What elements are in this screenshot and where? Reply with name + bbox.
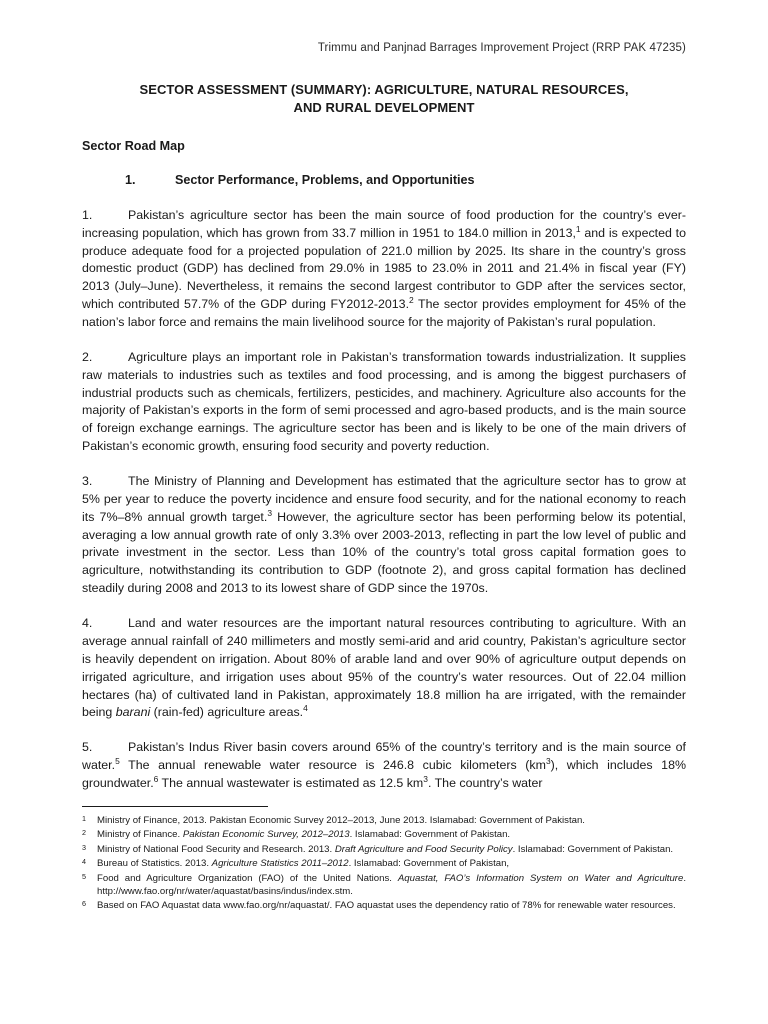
- footnotes-section: [82, 806, 686, 915]
- document-title: [82, 81, 686, 117]
- footnote-item: [82, 858, 686, 871]
- footnote-text: Based on FAO Aquastat data www.fao.org/nr/aquastat/. FAO aquastat uses the dependency ratio of 78% for renewable water resources.: [97, 900, 676, 912]
- section-heading-sector-road-map: Sector Road Map: [82, 138, 185, 153]
- footnote-ref-2[interactable]: 2: [409, 295, 414, 306]
- paragraph-text: Pakistan’s agriculture sector has been the main source of food production for the country’s ever-increasing population, which has grown from 33.7 million in 1951 to 184.0 million in 2013,: [82, 207, 686, 240]
- footnote-italic-title: Draft Agriculture and Food Security Policy: [334, 843, 513, 855]
- footnote-italic-title: Pakistan Economic Survey, 2012–2013: [182, 829, 350, 841]
- paragraph-text: Land and water resources are the important natural resources contributing to agriculture. With an average annual rainfall of 240 millimeters and mostly semi-arid and arid country, Pakistan’s agriculture sector is heavily dependent on irrigation. About 80% of arable land and over 90% of agriculture output depends on irrigated agriculture, and irrigation uses about 95% of the country’s water resources. Out of 22.04 million hectares (ha) of cultivated land in Pakistan, approximately 18.8 million ha are irrigated, with the remainder being: [82, 616, 686, 720]
- footnote-text: Food and Agriculture Organization (FAO) of the United Nations.: [97, 872, 398, 884]
- footnote-italic-title: Aquastat, FAO’s Information System on Water and Agriculture: [397, 872, 684, 884]
- paragraph-text: and is expected to produce adequate food for a projected population of 221.0 million by 2025. Its share in the country’s gross domestic product (GDP) has declined from 29.0% in 1985 to 23.0% in 2011 and 21.4% in fiscal year (FY) 2013 (July–June). Nevertheless, it remains the second largest contributor to GDP after the services sector, which contributed 57.7% of the GDP during FY2012-2013.: [82, 225, 686, 312]
- paragraph-text: (rain-fed) agriculture areas.: [150, 705, 304, 720]
- footnote-ref-4[interactable]: 4: [303, 703, 308, 714]
- subsection-title: Sector Performance, Problems, and Opportunities: [175, 172, 475, 187]
- subsection-heading: [82, 173, 686, 187]
- paragraph-italic-term: barani: [115, 705, 151, 720]
- unit-exponent: 3: [423, 773, 428, 784]
- footnote-number: 2: [82, 828, 86, 838]
- paragraph-number: 2.: [82, 349, 93, 364]
- unit-exponent: 3: [545, 755, 551, 766]
- paragraph-number: 4.: [82, 616, 93, 631]
- footnote-italic-title: Agriculture Statistics 2011–2012: [211, 858, 349, 870]
- paragraph-text: Agriculture plays an important role in Pakistan’s transformation towards industrialization. It supplies raw materials to industries such as textiles and food processing, and is among the biggest purchasers of industrial products such as chemicals, fertilizers, pesticides, and machinery. Agriculture also accounts for the majority of Pakistan’s exports in the form of semi processed and agro-based products, and is the main source of foreign exchange earnings. The agriculture sector has been and is likely to be one of the main drivers of Pakistan’s economic growth, ensuring food security and poverty reduction.: [82, 349, 686, 454]
- footnote-item: [82, 844, 686, 857]
- footnote-number: 4: [82, 857, 86, 867]
- footnote-separator-rule: [82, 806, 268, 807]
- document-title-line-1: SECTOR ASSESSMENT (SUMMARY): AGRICULTURE, NATURAL RESOURCES,: [139, 82, 629, 97]
- paragraph-text: The annual renewable water resource is 246.8 cubic kilometers (km: [119, 758, 546, 773]
- paragraph-text: The Ministry of Planning and Development has estimated that the agriculture sector has to grow at 5% per year to reduce the poverty incidence and ensure food security, and for the national economy to reach its 7%–8% annual growth target.: [82, 474, 686, 524]
- running-header: Trimmu and Panjnad Barrages Improvement Project (RRP PAK 47235): [317, 42, 686, 54]
- footnote-number: 1: [82, 814, 86, 823]
- footnote-number: 5: [82, 871, 86, 881]
- paragraph-text: ), which includes 18% groundwater.: [82, 758, 686, 790]
- paragraph-number: 5.: [82, 740, 93, 755]
- paragraph-4: [82, 615, 686, 722]
- paragraph-text: . The country’s water: [427, 775, 543, 790]
- footnote-text: . Islamabad: Government of Pakistan.: [349, 829, 511, 841]
- paragraph-text: The annual wastewater is estimated as 12.5 km: [158, 775, 424, 790]
- paragraph-1: [82, 207, 686, 332]
- paragraph-text: The sector provides employment for 45% of the nation’s labor force and remains the main livelihood source for the majority of Pakistan’s rural population.: [82, 297, 686, 330]
- paragraph-3: [82, 473, 686, 598]
- footnote-item: [82, 829, 686, 842]
- document-title-line-2: AND RURAL DEVELOPMENT: [293, 99, 475, 115]
- paragraph-number: 3.: [82, 474, 93, 489]
- footnote-text: . Islamabad: Government of Pakistan,: [348, 858, 510, 870]
- footnote-item: [82, 900, 686, 913]
- footnote-text: . Islamabad: Government of Pakistan.: [512, 843, 674, 855]
- footnote-ref-5[interactable]: 5: [115, 755, 120, 766]
- footnote-item: [82, 873, 686, 899]
- page-content: [82, 0, 686, 805]
- paragraph-number: 1.: [82, 207, 93, 222]
- paragraph-text: However, the agriculture sector has been performing below its potential, averaging a low annual growth rate of only 3.3% over 2003-2013, reflecting in part the low level of public and private investment in the sector. Less than 10% of the country’s total gross capital formation goes to agriculture, notwithstanding its contribution to GDP (footnote 2), and gross capital formation has declined steadily during 2008 and 2013 to its lowest share of GDP since the 1970s.: [82, 509, 686, 596]
- paragraph-text: Pakistan’s Indus River basin covers around 65% of the country’s territory and is the main source of water.: [82, 740, 686, 773]
- paragraph-2: [82, 349, 686, 456]
- footnote-ref-3[interactable]: 3: [267, 507, 272, 518]
- paragraph-5: [82, 739, 686, 793]
- footnote-text: Ministry of National Food Security and Research. 2013.: [97, 843, 335, 855]
- subsection-number: 1.: [125, 172, 136, 187]
- footnote-text: Bureau of Statistics. 2013.: [97, 858, 212, 870]
- footnote-text: Ministry of Finance, 2013. Pakistan Economic Survey 2012–2013, June 2013. Islamabad: Government of Pakistan.: [97, 815, 585, 826]
- footnote-ref-6[interactable]: 6: [153, 773, 159, 784]
- footnote-item: [82, 815, 686, 828]
- footnote-number: 6: [82, 899, 86, 909]
- footnote-url[interactable]: . http://www.fao.org/nr/water/aquastat/basins/indus/index.stm.: [97, 872, 686, 897]
- footnote-text: Ministry of Finance.: [97, 829, 183, 841]
- footnote-number: 3: [82, 842, 86, 852]
- footnote-ref-1[interactable]: 1: [575, 223, 581, 234]
